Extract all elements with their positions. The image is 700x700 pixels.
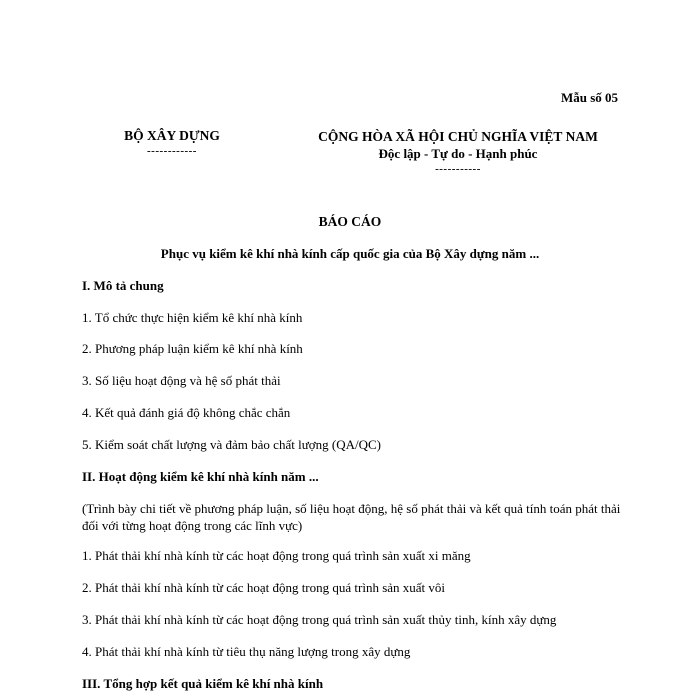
section1-item: 2. Phương pháp luận kiểm kê khí nhà kính [82,341,303,356]
nation-name: CỘNG HÒA XÃ HỘI CHỦ NGHĨA VIỆT NAM [318,129,598,144]
section2-item: 4. Phát thải khí nhà kính từ tiêu thụ năng lượng trong xây dựng [82,644,411,659]
agency-separator: ------------ [147,145,197,157]
section2-heading: II. Hoạt động kiểm kê khí nhà kính năm ... [82,469,319,484]
report-subtitle: Phục vụ kiểm kê khí nhà kính cấp quốc gia của Bộ Xây dựng năm ... [160,246,540,261]
agency-name: BỘ XÂY DỰNG [124,128,220,143]
section1-item: 5. Kiểm soát chất lượng và đảm bảo chất lượng (QA/QC) [82,437,381,452]
agency-header [122,128,222,158]
section1-item: 1. Tổ chức thực hiện kiểm kê khí nhà kính [82,310,303,325]
report-title: BÁO CÁO [318,214,382,229]
section1-heading: I. Mô tả chung [82,278,164,293]
section2-note: (Trình bày chi tiết về phương pháp luận, số liệu hoạt động, hệ số phát thải và kết quả tính toán phát thải đối với từng hoạt động trong các lĩnh vực) [82,501,621,533]
form-number: Mẫu số 05 [560,90,618,105]
section3-heading: III. Tổng hợp kết quả kiểm kê khí nhà kính [82,676,324,691]
section1-item: 3. Số liệu hoạt động và hệ số phát thải [82,373,281,388]
section2-item: 1. Phát thải khí nhà kính từ các hoạt động trong quá trình sản xuất xi măng [82,548,471,563]
section2-item: 2. Phát thải khí nhà kính từ các hoạt động trong quá trình sản xuất vôi [82,580,446,595]
nation-motto: Độc lập - Tự do - Hạnh phúc [378,146,538,161]
section2-item: 3. Phát thải khí nhà kính từ các hoạt động trong quá trình sản xuất thủy tinh, kính xây dựng [82,612,557,627]
nation-header [298,128,618,176]
section1-item: 4. Kết quả đánh giá độ không chắc chắn [82,405,291,420]
nation-separator: ----------- [435,163,481,175]
